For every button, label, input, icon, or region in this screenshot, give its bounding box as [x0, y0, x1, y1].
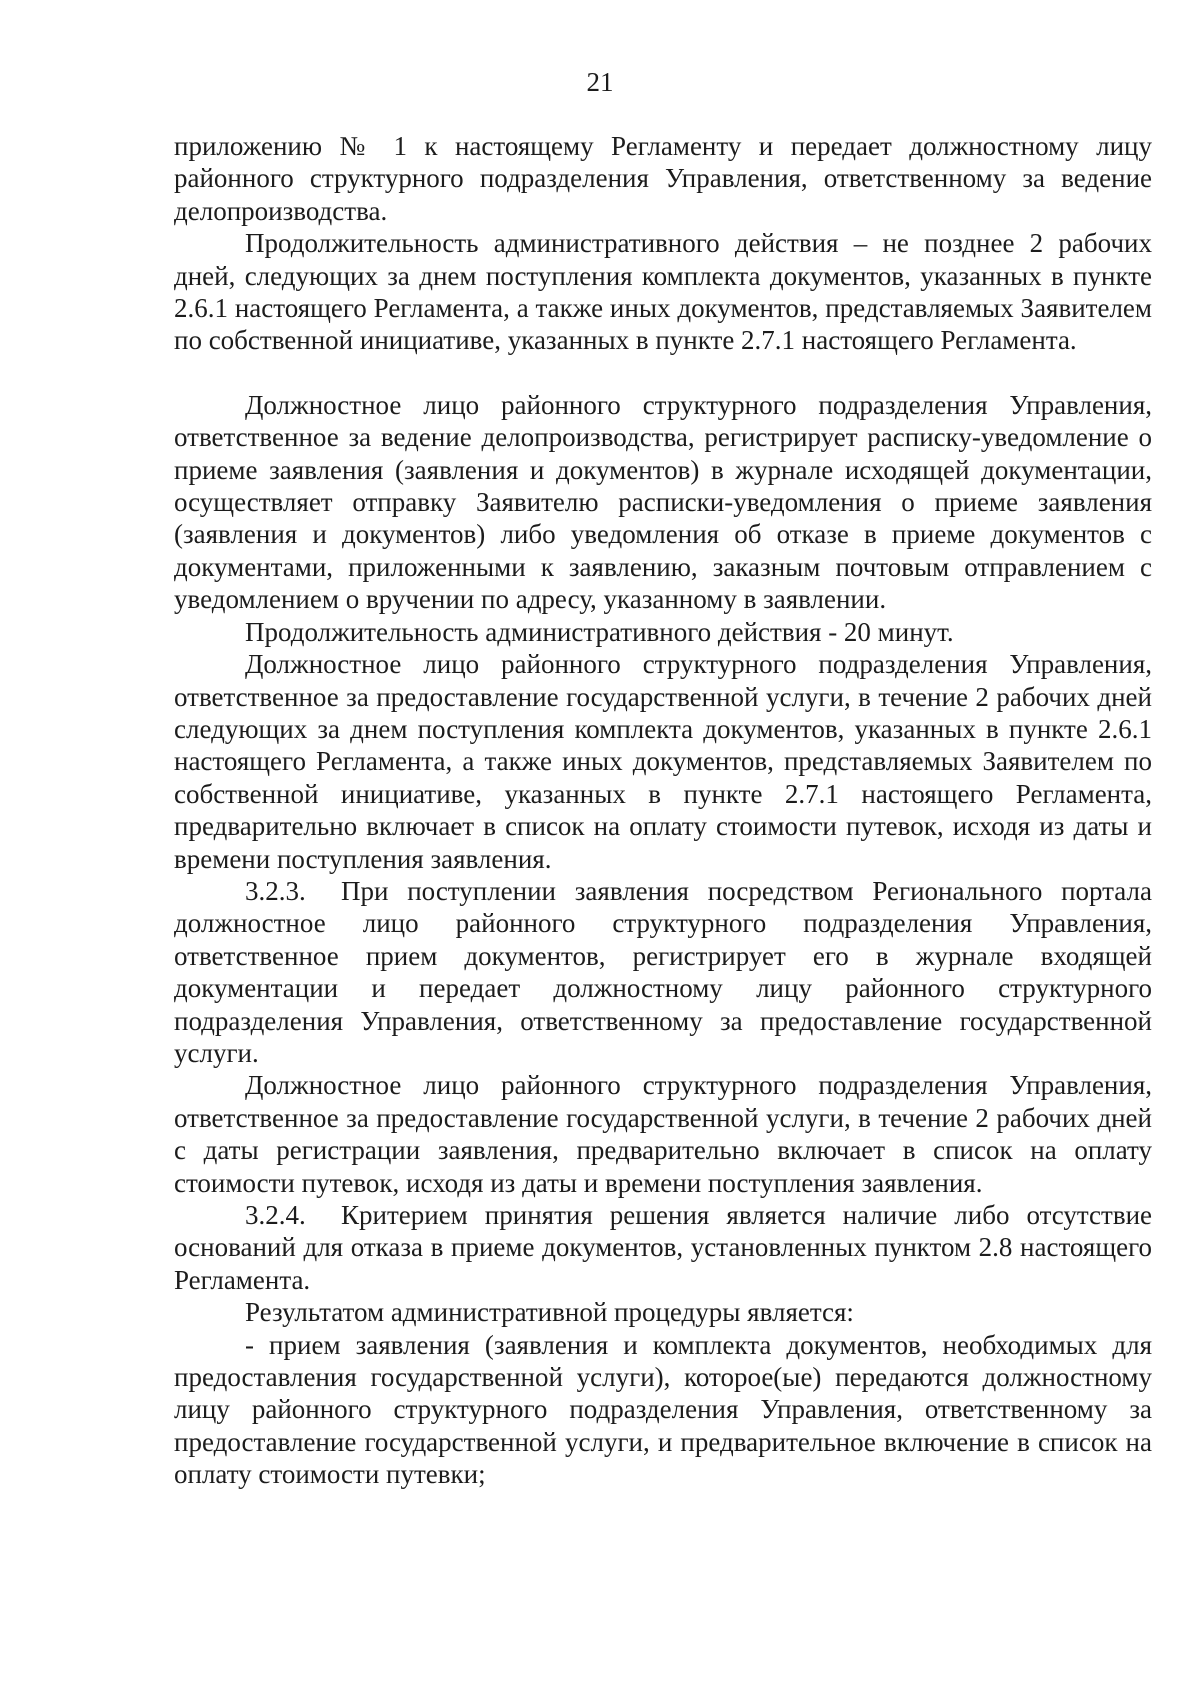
- paragraph-duration-2: Продолжительность административного действия - 20 минут.: [245, 616, 954, 647]
- clause-number: 3.2.4.: [245, 1200, 306, 1230]
- paragraph-registration: Должностное лицо районного структурного подразделения Управления, ответственное за ведение делопроизводства, регистрирует расписку-уведомление о приеме заявления (заявления и документов) в журнале исходящей документации, осуществляет отправку Заявителю расписки-уведомления о приеме заявления (заявления и документов) либо уведомления об отказе в приеме документов с документами, приложенными к заявлению, заказным почтовым отправлением с уведомлением о вручении по адресу, указанному в заявлении.: [174, 389, 1152, 615]
- paragraph-duration-1: Продолжительность административного действия – не позднее 2 рабочих дней, следующих за днем поступления комплекта документов, указанных в пункте 2.6.1 настоящего Регламента, а также иных документов, представляемых Заявителем по собственной инициативе, указанных в пункте 2.7.1 настоящего Регламента.: [174, 228, 1152, 356]
- paragraph-preliminary-inclusion: Должностное лицо районного структурного подразделения Управления, ответственное за предоставление государственной услуги, в течение 2 рабочих дней следующих за днем поступления комплекта документов, указанных в пункте 2.6.1 настоящего Регламента, а также иных документов, представляемых Заявителем по собственной инициативе, указанных в пункте 2.7.1 настоящего Регламента, предварительно включает в список на оплату стоимости путевок, исходя из даты и времени поступления заявления.: [174, 649, 1152, 874]
- list-item-result: - прием заявления (заявления и комплекта документов, необходимых для предоставления государственной услуги), которое(ые) передаются должностному лицу районного структурного подразделения Управления, ответственному за предоставление государственной услуги, и предварительное включение в список на оплату стоимости путевки;: [174, 1329, 1152, 1490]
- clause-3-2-4: [174, 1199, 1152, 1296]
- clause-number: 3.2.3.: [245, 875, 306, 906]
- clause-text: Критерием принятия решения является наличие либо отсутствие оснований для отказа в приеме документов, установленных пунктом 2.8 настоящего Регламента.: [174, 1200, 1152, 1295]
- clause-3-2-3: [174, 875, 1152, 1069]
- paragraph-result-heading: Результатом административной процедуры является:: [245, 1297, 854, 1328]
- clause-text: При поступлении заявления посредством Регионального портала должностное лицо районного структурного подразделения Управления, ответственное прием документов, регистрирует его в журнале входящей документации и передает должностному лицу районного структурного подразделения Управления, ответственному за предоставление государственной услуги.: [174, 875, 1152, 1068]
- document-body: [174, 130, 1152, 1491]
- page-number: 21: [586, 67, 614, 97]
- paragraph-continuation: приложению № 1 к настоящему Регламенту и передает должностному лицу районного структурного подразделения Управления, ответственному за ведение делопроизводства.: [174, 131, 1152, 226]
- paragraph-portal-inclusion: Должностное лицо районного структурного подразделения Управления, ответственное за предоставление государственной услуги, в течение 2 рабочих дней с даты регистрации заявления, предварительно включает в список на оплату стоимости путевок, исходя из даты и времени поступления заявления.: [174, 1070, 1152, 1198]
